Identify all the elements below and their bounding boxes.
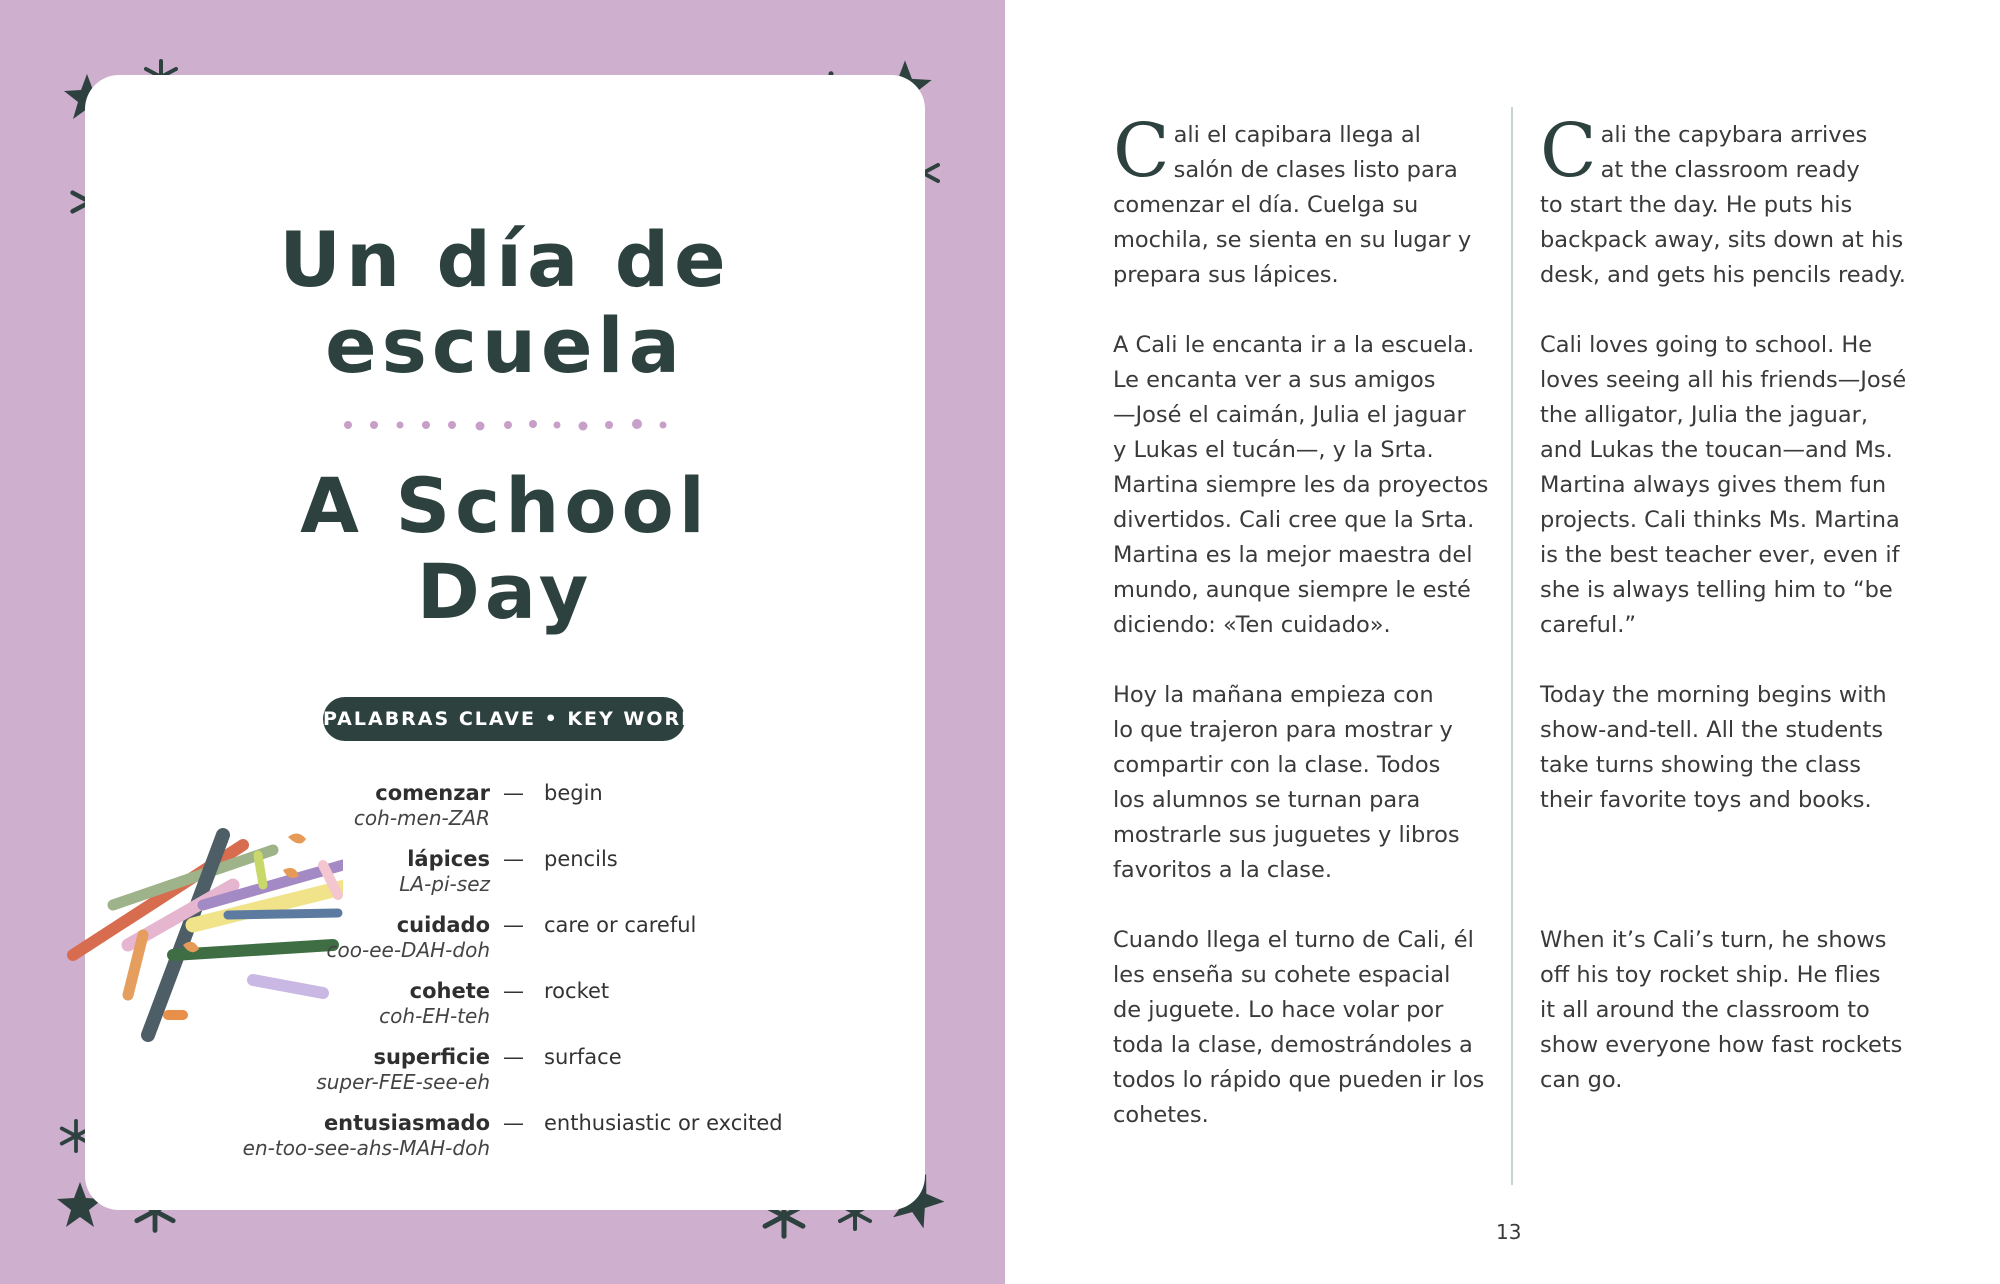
text-line: mostrarle sus juguetes y libros	[1113, 822, 1460, 848]
drop-cap: C	[1113, 108, 1170, 194]
paragraph	[1113, 328, 1489, 643]
text-line: Martina es la mejor maestra del	[1113, 542, 1473, 568]
text-line: backpack away, sits down at his	[1540, 227, 1904, 253]
text-line: and Lukas the toucan—and Ms.	[1540, 437, 1893, 463]
key-word-pronunciation: coh-men-ZAR	[353, 806, 490, 830]
paragraph	[1540, 678, 1905, 888]
text-line: show-and-tell. All the students	[1540, 717, 1884, 743]
text-line: prepara sus lápices.	[1113, 262, 1339, 288]
text-line: careful.”	[1540, 612, 1636, 638]
text-line: de juguete. Lo hace volar por	[1113, 997, 1444, 1023]
text-line: comenzar el día. Cuelga su	[1113, 192, 1419, 218]
key-word-entry	[85, 1110, 925, 1172]
text-line: Cuando llega el turno de Cali, él	[1113, 927, 1474, 953]
text-line: take turns showing the class	[1540, 752, 1861, 778]
text-line: mochila, se sienta en su lugar y	[1113, 227, 1472, 253]
key-word-meaning: begin	[544, 781, 603, 805]
text-line: loves seeing all his friends—José	[1540, 367, 1907, 393]
title-spanish-line-2: escuela	[325, 301, 685, 390]
text-line: it all around the classroom to	[1540, 997, 1870, 1023]
title-english-line-2: Day	[416, 547, 594, 636]
text-line: diciendo: «Ten cuidado».	[1113, 612, 1391, 638]
paragraph	[1540, 328, 1905, 643]
text-line: y Lukas el tucán—, y la Srta.	[1113, 437, 1434, 463]
title-english-line-1: A School	[300, 461, 710, 550]
text-line: Hoy la mañana empieza con	[1113, 682, 1434, 708]
text-line: salón de clases listo para	[1173, 157, 1458, 183]
text-line: the alligator, Julia the jaguar,	[1540, 402, 1869, 428]
spanish-text-column	[1113, 108, 1489, 1133]
em-dash: —	[503, 1111, 524, 1135]
text-line: toda la clase, demostrándoles a	[1113, 1032, 1473, 1058]
text-line: ali the capybara arrives	[1600, 122, 1868, 148]
key-word-pronunciation: coh-EH-teh	[379, 1004, 490, 1028]
text-line: Cali loves going to school. He	[1540, 332, 1873, 358]
text-line: can go.	[1540, 1067, 1623, 1093]
key-word-pronunciation: coo-ee-DAH-doh	[326, 938, 490, 962]
text-line: ali el capibara llega al	[1173, 122, 1421, 148]
key-word-meaning: pencils	[544, 847, 618, 871]
key-word-entry	[85, 912, 925, 974]
paragraph	[1113, 108, 1478, 293]
drop-cap: C	[1540, 108, 1597, 194]
key-word-meaning: care or careful	[544, 913, 697, 937]
em-dash: —	[503, 847, 524, 871]
title-english	[85, 463, 925, 635]
text-line: Martina siempre les da proyectos	[1113, 472, 1489, 498]
key-word-meaning: rocket	[544, 979, 610, 1003]
key-word-entry	[85, 978, 925, 1040]
text-line: their favorite toys and books.	[1540, 787, 1872, 813]
text-line: A Cali le encanta ir a la escuela.	[1113, 332, 1475, 358]
text-line: —José el caimán, Julia el jaguar	[1113, 402, 1466, 428]
text-line: compartir con la clase. Todos	[1113, 752, 1441, 778]
paragraph	[1540, 108, 1906, 293]
text-line: divertidos. Cali cree que la Srta.	[1113, 507, 1475, 533]
text-line: When it’s Cali’s turn, he shows	[1540, 927, 1887, 953]
text-line: desk, and gets his pencils ready.	[1540, 262, 1906, 288]
key-word-meaning: surface	[544, 1045, 622, 1069]
em-dash: —	[503, 781, 524, 805]
key-word: lápices	[407, 847, 490, 871]
key-word-meaning: enthusiastic or excited	[544, 1111, 783, 1135]
text-line: lo que trajeron para mostrar y	[1113, 717, 1453, 743]
title-spanish	[85, 217, 925, 389]
key-word: superficie	[373, 1045, 490, 1069]
text-line: at the classroom ready	[1600, 157, 1860, 183]
key-word-pronunciation: LA-pi-sez	[399, 872, 490, 896]
text-line: projects. Cali thinks Ms. Martina	[1540, 507, 1900, 533]
text-line: to start the day. He puts his	[1540, 192, 1853, 218]
text-line: is the best teacher ever, even if	[1540, 542, 1900, 568]
english-text-column	[1540, 108, 1907, 1098]
em-dash: —	[503, 979, 524, 1003]
column-divider	[1511, 107, 1513, 1185]
key-word-entry	[85, 846, 925, 908]
text-line: cohetes.	[1113, 1102, 1209, 1128]
paragraph	[1540, 923, 1905, 1098]
key-word: cuidado	[396, 913, 490, 937]
paragraph	[1113, 923, 1485, 1133]
text-line: off his toy rocket ship. He flies	[1540, 962, 1881, 988]
title-card	[85, 75, 925, 1210]
key-word-pronunciation: en-too-see-ahs-MAH-doh	[242, 1136, 490, 1160]
text-line: show everyone how fast rockets	[1540, 1032, 1903, 1058]
text-line: favoritos a la clase.	[1113, 857, 1333, 883]
dot-divider	[343, 415, 668, 435]
key-word: cohete	[409, 979, 490, 1003]
em-dash: —	[503, 1045, 524, 1069]
text-line: mundo, aunque siempre le esté	[1113, 577, 1471, 603]
key-word: comenzar	[375, 781, 490, 805]
page-number: 13	[1496, 1220, 1522, 1244]
text-line: les enseña su cohete espacial	[1113, 962, 1451, 988]
key-words-label: PALABRAS CLAVE • KEY WORDS	[323, 697, 685, 741]
text-line: Martina always gives them fun	[1540, 472, 1887, 498]
text-line: todos lo rápido que pueden ir los	[1113, 1067, 1485, 1093]
em-dash: —	[503, 913, 524, 937]
text-line: she is always telling him to “be	[1540, 577, 1893, 603]
text-line: los alumnos se turnan para	[1113, 787, 1421, 813]
paragraph	[1113, 678, 1478, 888]
key-word-pronunciation: super-FEE-see-eh	[316, 1070, 490, 1094]
key-word-entry	[85, 1044, 925, 1106]
text-line: Le encanta ver a sus amigos	[1113, 367, 1436, 393]
text-line: Today the morning begins with	[1540, 682, 1887, 708]
title-spanish-line-1: Un día de	[279, 215, 731, 304]
key-word-entry	[85, 780, 925, 842]
key-word: entusiasmado	[323, 1111, 490, 1135]
